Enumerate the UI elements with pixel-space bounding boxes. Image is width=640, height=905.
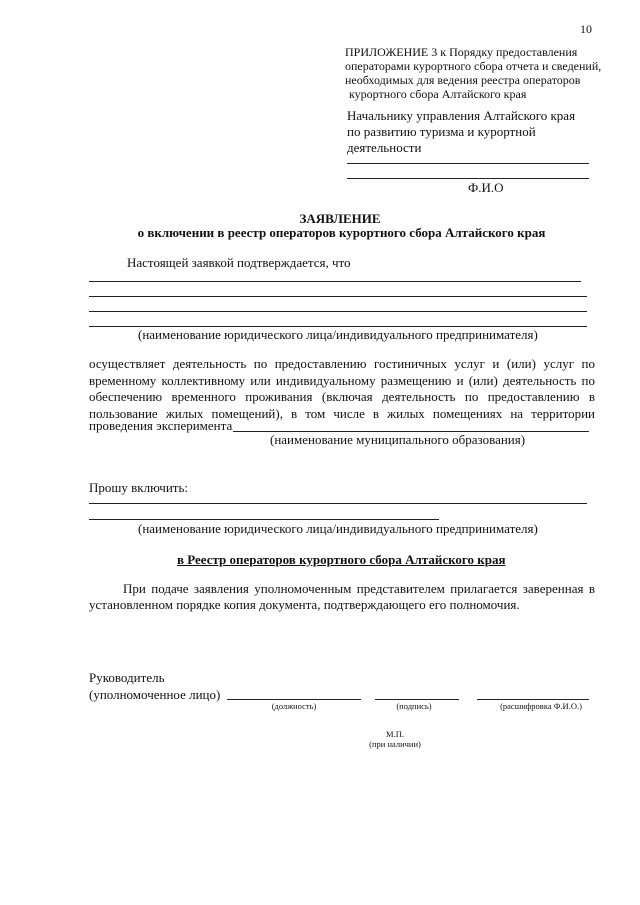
activity-line: обеспечению временного проживания (включая деятельность по предоставлению в	[89, 389, 595, 404]
authority-paragraph	[89, 581, 595, 613]
request-label: Прошу включить:	[89, 480, 189, 495]
fio-caption: (расшифровка Ф.И.О.)	[500, 701, 582, 711]
appendix-line: курортного сбора Алтайского края	[349, 87, 527, 101]
fio-label: Ф.И.О	[468, 180, 504, 195]
addressee-line: деятельности	[347, 140, 422, 155]
activity-line: осуществляет деятельность по предоставлению гостиничных услуг и (или) услуг по	[89, 356, 595, 371]
stamp-note: (при наличии)	[369, 739, 421, 749]
intro-text: Настоящей заявкой подтверждается, что	[127, 255, 351, 270]
sign-blank-line[interactable]	[375, 699, 459, 700]
addressee-blank-line[interactable]	[347, 178, 589, 179]
document-subtitle: о включении в реестр операторов курортного сбора Алтайского края	[137, 225, 546, 240]
stamp-label: М.П.	[386, 729, 404, 739]
page-number: 10	[580, 22, 592, 36]
appendix-line: ПРИЛОЖЕНИЕ 3 к Порядку предоставления	[345, 45, 578, 59]
fio-blank-line[interactable]	[477, 699, 589, 700]
document-title: ЗАЯВЛЕНИЕ	[299, 211, 381, 226]
position-blank-line[interactable]	[227, 699, 361, 700]
registry-line: в Реестр операторов курортного сбора Алтайского края	[177, 552, 506, 567]
entity-caption: (наименование юридического лица/индивидуального предпринимателя)	[138, 327, 538, 342]
addressee-block	[347, 108, 617, 156]
position-caption: (должность)	[271, 701, 317, 711]
signature-head-line2: (уполномоченное лицо)	[89, 687, 221, 702]
appendix-line: операторами курортного сбора отчета и сведений,	[345, 59, 602, 73]
authority-line: При подаче заявления уполномоченным представителем прилагается заверенная в	[123, 581, 595, 596]
activity-paragraph	[89, 356, 595, 422]
entity-blank-line[interactable]	[89, 311, 587, 312]
municipality-caption: (наименование муниципального образования)	[270, 432, 526, 447]
activity-last-line: проведения эксперимента	[89, 418, 233, 433]
entity-blank-line[interactable]	[89, 296, 587, 297]
addressee-line: Начальнику управления Алтайского края	[347, 108, 576, 123]
signature-head-line1: Руководитель	[89, 670, 165, 685]
appendix-line: необходимых для ведения реестра операторов	[345, 73, 581, 87]
activity-line: временному коллективному или индивидуальному размещению и (или) деятельность по	[89, 372, 595, 388]
activity-line: пользование жилых помещений), в том числе в жилых помещениях на территории	[89, 405, 595, 421]
entity-caption-2: (наименование юридического лица/индивидуального предпринимателя)	[138, 521, 538, 536]
authority-line: установленном порядке копия документа, подтверждающего его полномочия.	[89, 597, 520, 612]
addressee-blank-line[interactable]	[347, 163, 589, 164]
sign-caption: (подпись)	[396, 701, 432, 711]
appendix-block	[345, 45, 625, 101]
entity-blank-line[interactable]	[89, 281, 581, 282]
addressee-line: по развитию туризма и курортной	[347, 124, 536, 139]
request-blank-line[interactable]	[89, 503, 587, 504]
request-blank-line[interactable]	[89, 519, 439, 520]
